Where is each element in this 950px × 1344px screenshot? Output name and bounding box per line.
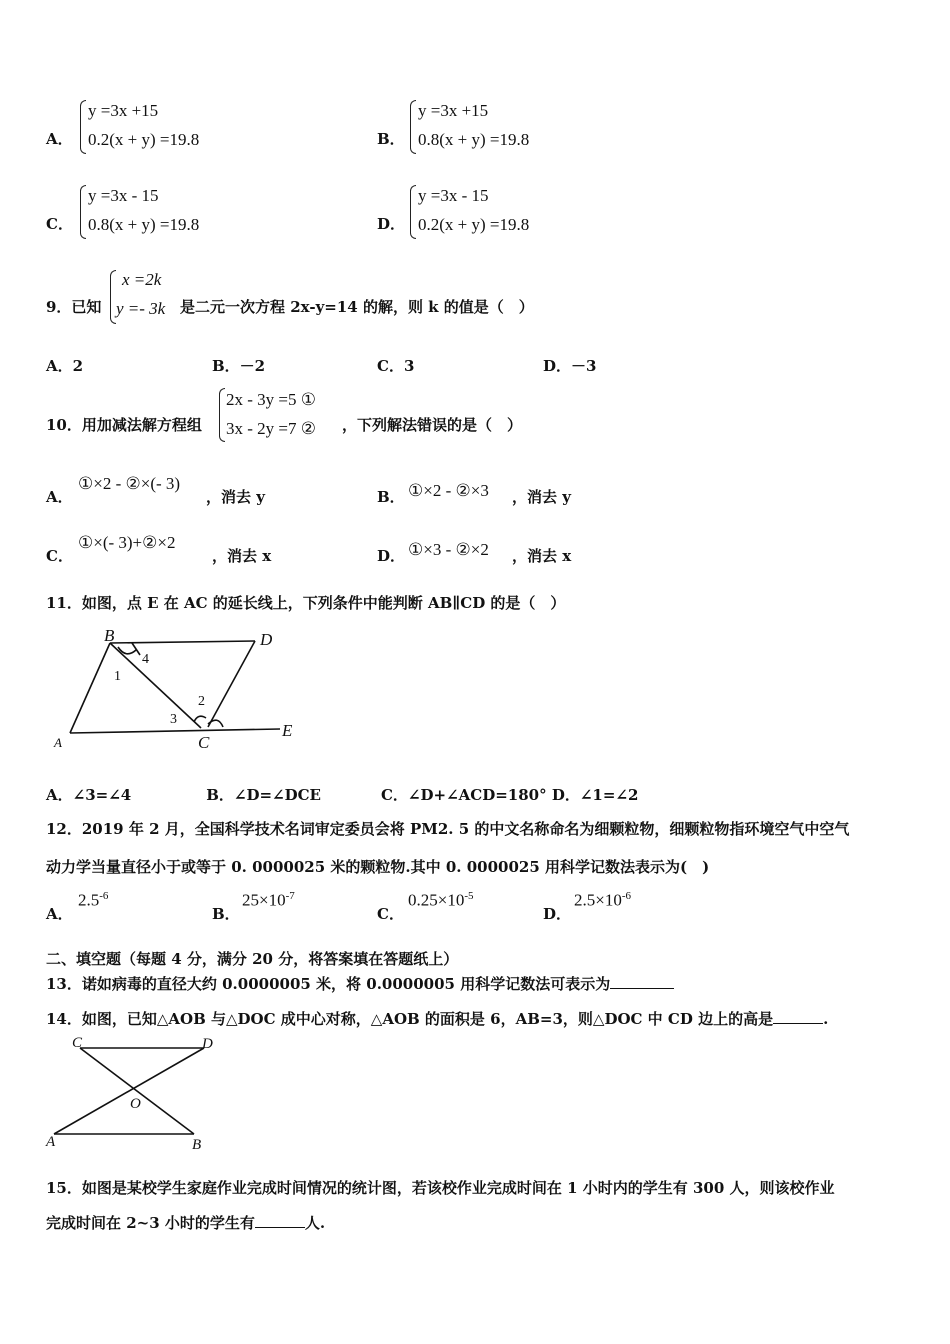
q11-line-bc	[110, 643, 201, 728]
q12-option-a-value: $2.5^{-6}$	[78, 890, 109, 910]
q14-figure	[42, 1034, 232, 1154]
q9-prefix: 9．已知	[46, 298, 102, 316]
q8-option-b-label: B．	[377, 130, 405, 148]
q11-line-dc	[208, 641, 255, 727]
q11-num-3: 3	[170, 712, 177, 727]
q14-text: 14．如图，已知△AOB 与△DOC 成中心对称，△AOB 的面积是 6，AB=3，则△DOC 中 CD 边上的高是 .	[46, 1010, 829, 1028]
q11-line-ba	[70, 643, 110, 733]
q12-option-b-value: $25\times 10^{-7}$	[242, 890, 295, 910]
q8-option-a-label: A．	[46, 130, 73, 148]
q8-d-eq1: y =3x - 15	[418, 186, 489, 205]
q8-b-eq1: y =3x +15	[418, 101, 489, 120]
q15-line2: 完成时间在 2~3 小时的学生有 人.	[46, 1214, 326, 1232]
q11-options: A．∠3=∠4 B．∠D=∠DCE C．∠D+∠ACD=180° D．∠1=∠2	[46, 786, 639, 804]
q10-option-c-expr: ①×(- 3)+②×2	[78, 533, 176, 552]
q9-eq1: x =2k	[122, 270, 162, 289]
q11-num-4: 4	[142, 652, 149, 667]
q11-label-d: D	[260, 630, 273, 649]
q11-num-1: 1	[114, 669, 121, 684]
q12-option-c-value: $0.25\times 10^{-5}$	[408, 890, 474, 910]
q12-line1: 12．2019 年 2 月，全国科学技术名词审定委员会将 PM2. 5 的中文名称命名为细颗粒物，细颗粒物指环境空气中空气	[46, 820, 850, 838]
q11-num-2: 2	[198, 694, 205, 709]
q8-a-eq2: 0.2(x + y) =19.8	[88, 130, 200, 149]
q10-option-a-tail: ，消去 y	[206, 488, 265, 506]
q10-option-b-label: B．	[377, 488, 405, 506]
q8-a-brace	[80, 100, 86, 154]
q9-option-b: B．－2	[212, 357, 266, 375]
q10-option-b-tail: ，消去 y	[512, 488, 571, 506]
q8-option-d-label: D．	[377, 215, 406, 233]
q12-option-d-value: $2.5\times 10^{-6}$	[574, 890, 632, 910]
q9-option-d: D．－3	[543, 357, 597, 375]
q10-option-c-label: C．	[46, 547, 73, 565]
q10-suffix: ，下列解法错误的是（ ）	[342, 416, 523, 434]
q15-answer-blank[interactable]	[255, 1213, 305, 1228]
q15-line1: 15．如图是某校学生家庭作业完成时间情况的统计图，若该校作业完成时间在 1 小时内的学生有 300 人，则该校作业	[46, 1179, 835, 1197]
q14-label-a: A	[46, 1134, 56, 1150]
q11-label-c: C	[198, 733, 210, 752]
q11-line-ae	[70, 729, 280, 733]
q10-option-b-expr: ①×2 - ②×3	[408, 481, 489, 500]
q14-line-cb	[80, 1048, 194, 1134]
q8-b-eq2: 0.8(x + y) =19.8	[418, 130, 530, 149]
q11-label-e: E	[282, 721, 293, 740]
q11-label-a: A	[54, 735, 62, 750]
q9-eq2: y =- 3k	[116, 299, 166, 318]
q8-a-eq1: y =3x +15	[88, 101, 159, 120]
q10-prefix: 10．用加减法解方程组	[46, 416, 202, 434]
q9-suffix: 是二元一次方程 2x-y=14 的解，则 k 的值是（ ）	[180, 298, 534, 316]
q13-answer-blank[interactable]	[610, 974, 674, 989]
q8-option-c-label: C．	[46, 215, 73, 233]
q8-c-eq2: 0.8(x + y) =19.8	[88, 215, 200, 234]
q8-c-eq1: y =3x - 15	[88, 186, 159, 205]
q12-option-b-label: B．	[212, 905, 240, 923]
section-fill-in-title: 二、填空题（每题 4 分，满分 20 分，将答案填在答题纸上）	[46, 950, 459, 968]
q11-line-bd	[110, 641, 255, 643]
q9-option-c: C．3	[377, 357, 415, 375]
q10-option-d-tail: ，消去 x	[512, 547, 572, 565]
q14-line-da	[54, 1048, 204, 1134]
q14-label-d: D	[202, 1036, 213, 1052]
q8-c-brace	[80, 185, 86, 239]
q11-arc-4	[132, 643, 140, 655]
q11-arc-3	[194, 716, 206, 722]
q11-label-b: B	[104, 626, 115, 645]
q14-label-o: O	[130, 1096, 141, 1112]
q10-option-a-label: A．	[46, 488, 73, 506]
q14-label-b: B	[192, 1137, 202, 1153]
q9-option-a: A．2	[46, 357, 84, 375]
q11-text: 11．如图，点 E 在 AC 的延长线上，下列条件中能判断 AB∥CD 的是（ ）	[46, 594, 566, 612]
q10-option-d-label: D．	[377, 547, 406, 565]
q11-figure	[48, 625, 308, 755]
q14-label-c: C	[72, 1035, 83, 1051]
q8-d-brace	[410, 185, 416, 239]
q8-b-brace	[410, 100, 416, 154]
q10-option-c-tail: ，消去 x	[212, 547, 272, 565]
q10-eq1: 2x - 3y =5 ①	[226, 390, 316, 409]
q10-brace	[219, 388, 225, 442]
q8-d-eq2: 0.2(x + y) =19.8	[418, 215, 530, 234]
q14-answer-blank[interactable]	[773, 1009, 823, 1024]
q12-option-c-label: C．	[377, 905, 404, 923]
q10-option-a-expr: ①×2 - ②×(- 3)	[78, 474, 181, 493]
q12-option-a-label: A．	[46, 905, 73, 923]
q13-text: 13．诺如病毒的直径大约 0.0000005 米，将 0.0000005 用科学记数法可表示为	[46, 973, 674, 994]
q10-option-d-expr: ①×3 - ②×2	[408, 540, 489, 559]
q12-line2: 动力学当量直径小于或等于 0. 0000025 米的颗粒物.其中 0. 0000025 用科学记数法表示为( )	[46, 858, 710, 876]
q12-option-d-label: D．	[543, 905, 572, 923]
q10-eq2: 3x - 2y =7 ②	[226, 419, 316, 438]
